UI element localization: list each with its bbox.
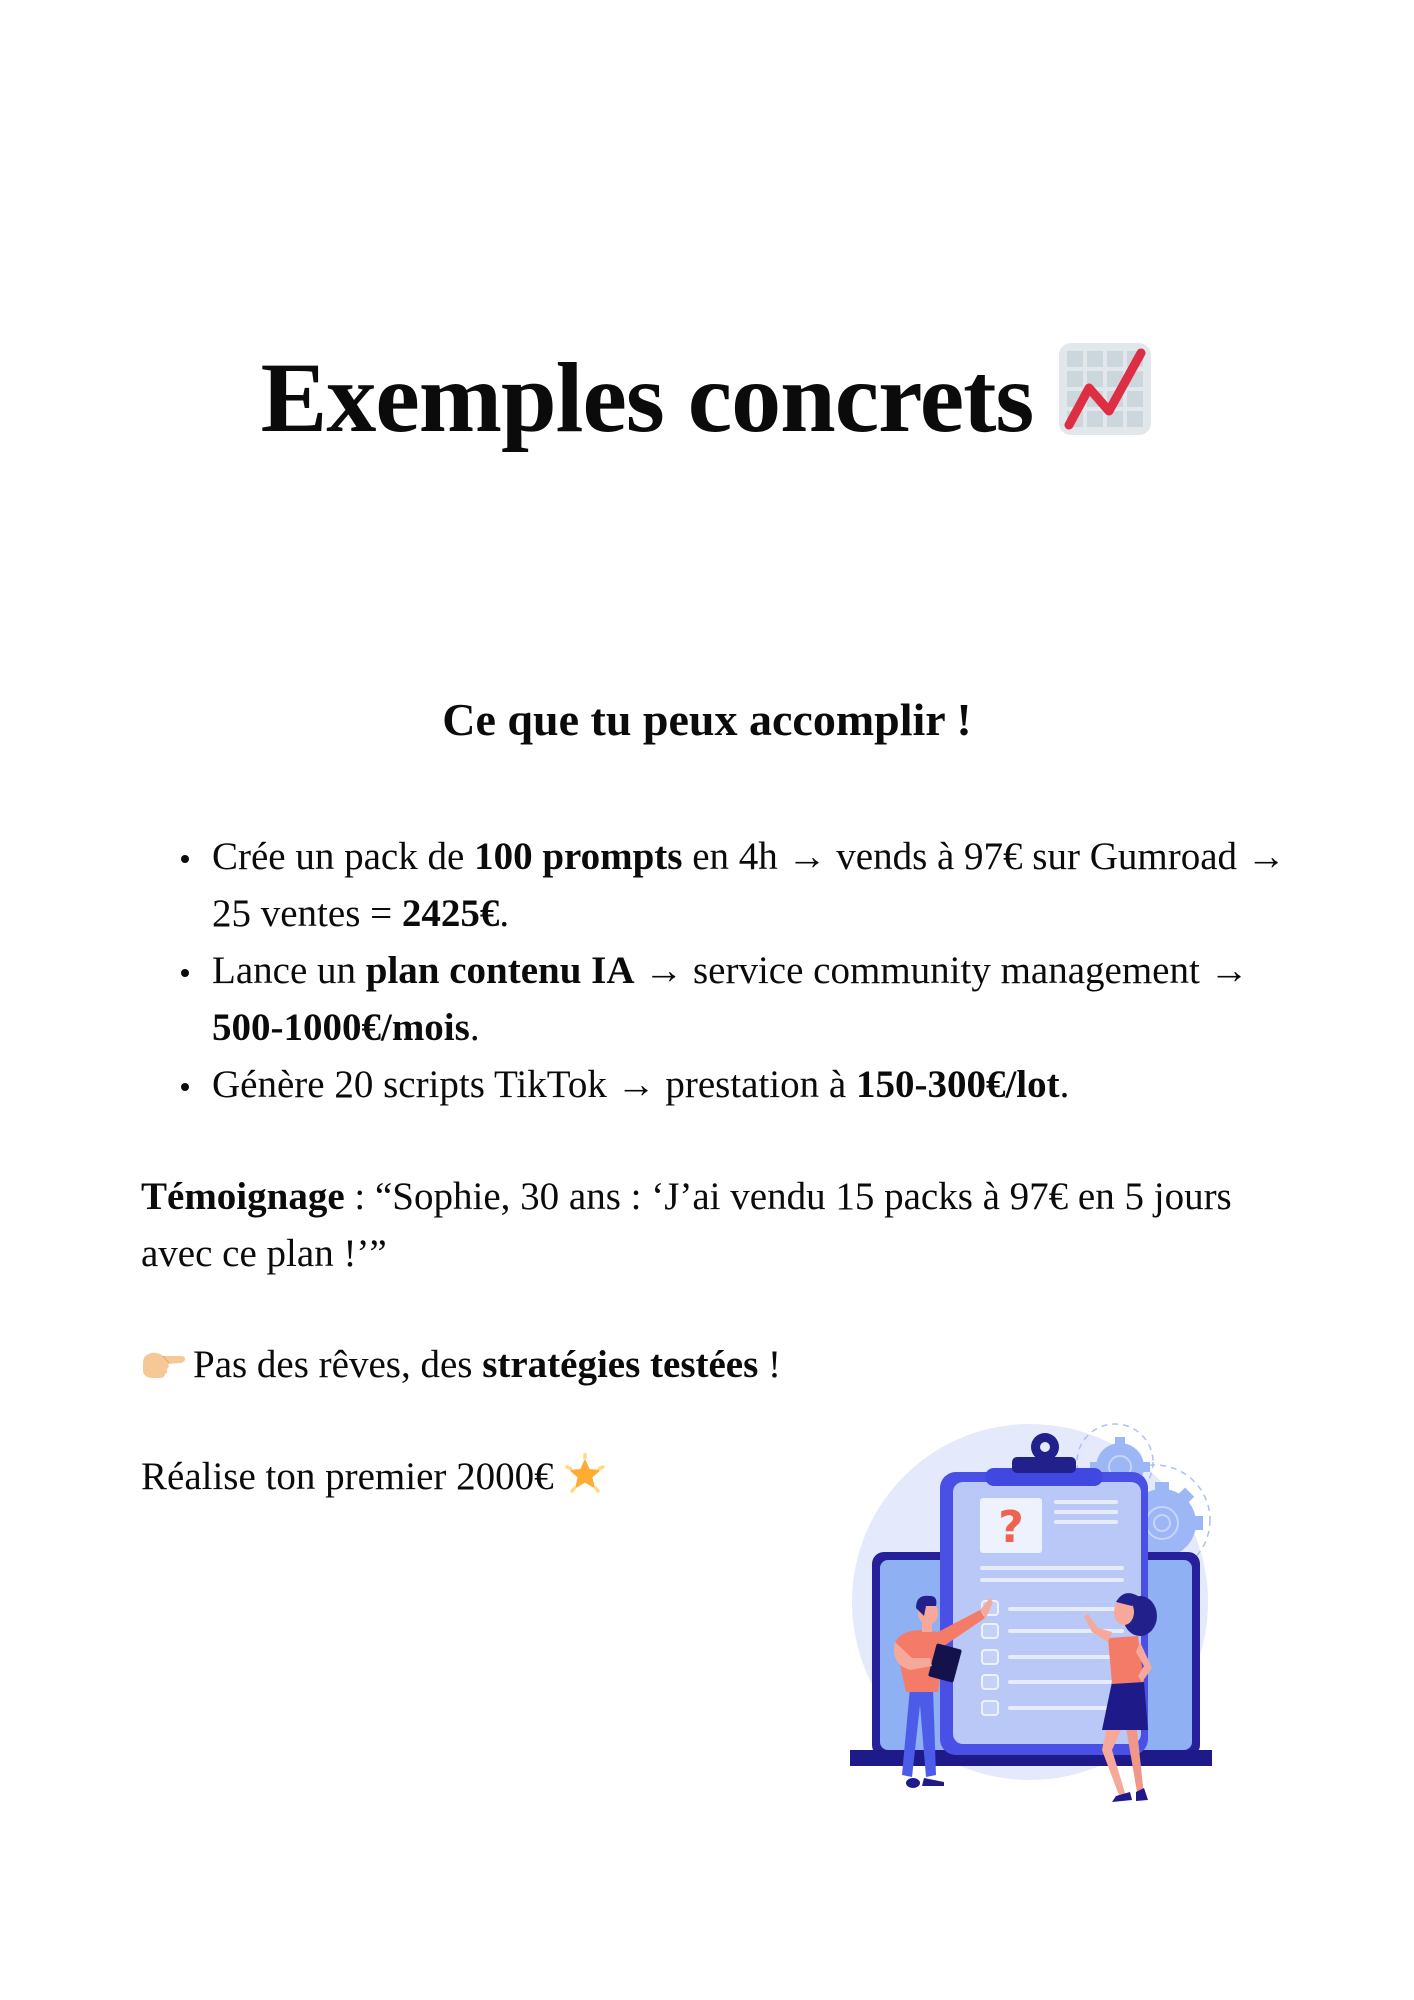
bullet-emphasis: 500-1000€/mois <box>212 1006 470 1049</box>
testimony-quote: : “Sophie, 30 ans : ‘J’ai vendu 15 packs à 97€ en 5 jours avec ce plan !’” <box>141 1175 1232 1275</box>
bullet-text: . <box>1059 1063 1070 1106</box>
testimony-paragraph <box>141 1168 1261 1282</box>
bullet-emphasis: 2425€ <box>401 892 500 935</box>
bullet-text: Génère 20 scripts TikTok → prestation à <box>212 1063 856 1106</box>
strategy-line <box>141 1336 781 1393</box>
strategy-lead: Pas des rêves, des <box>193 1343 483 1386</box>
page-title <box>0 338 1414 458</box>
list-item <box>212 828 1312 942</box>
bullet-emphasis: plan contenu IA <box>365 949 635 992</box>
question-mark: ? <box>998 1502 1024 1553</box>
cta-text: Réalise ton premier 2000€ <box>141 1455 554 1498</box>
strategy-tail: ! <box>758 1343 782 1386</box>
bullet-emphasis: 150-300€/lot <box>855 1063 1060 1106</box>
bullet-text: . <box>499 892 510 935</box>
page-title-text: Exemples concrets <box>260 342 1034 453</box>
section-subtitle: Ce que tu peux accomplir ! <box>442 694 972 745</box>
bullet-text: . <box>469 1006 480 1049</box>
bullet-text: Crée un pack de <box>212 835 475 878</box>
glowing-star-icon <box>564 1453 606 1495</box>
pointing-finger-icon <box>141 1338 185 1368</box>
bullet-text: → service community management → <box>634 949 1249 992</box>
clipboard-checklist-illustration <box>840 1420 1220 1820</box>
testimony-label: Témoignage <box>141 1175 345 1218</box>
bullet-text: en 4h → vends à 97€ sur Gumroad → 25 ventes = <box>212 835 1286 935</box>
accomplishment-list <box>212 828 1312 1113</box>
bullet-text: Lance un <box>212 949 366 992</box>
chart-increasing-icon <box>1057 341 1153 437</box>
strategy-emphasis: stratégies testées <box>482 1343 759 1386</box>
bullet-emphasis: 100 prompts <box>474 835 683 878</box>
list-item <box>212 1056 1312 1113</box>
cta-line <box>141 1448 606 1505</box>
list-item <box>212 942 1312 1056</box>
